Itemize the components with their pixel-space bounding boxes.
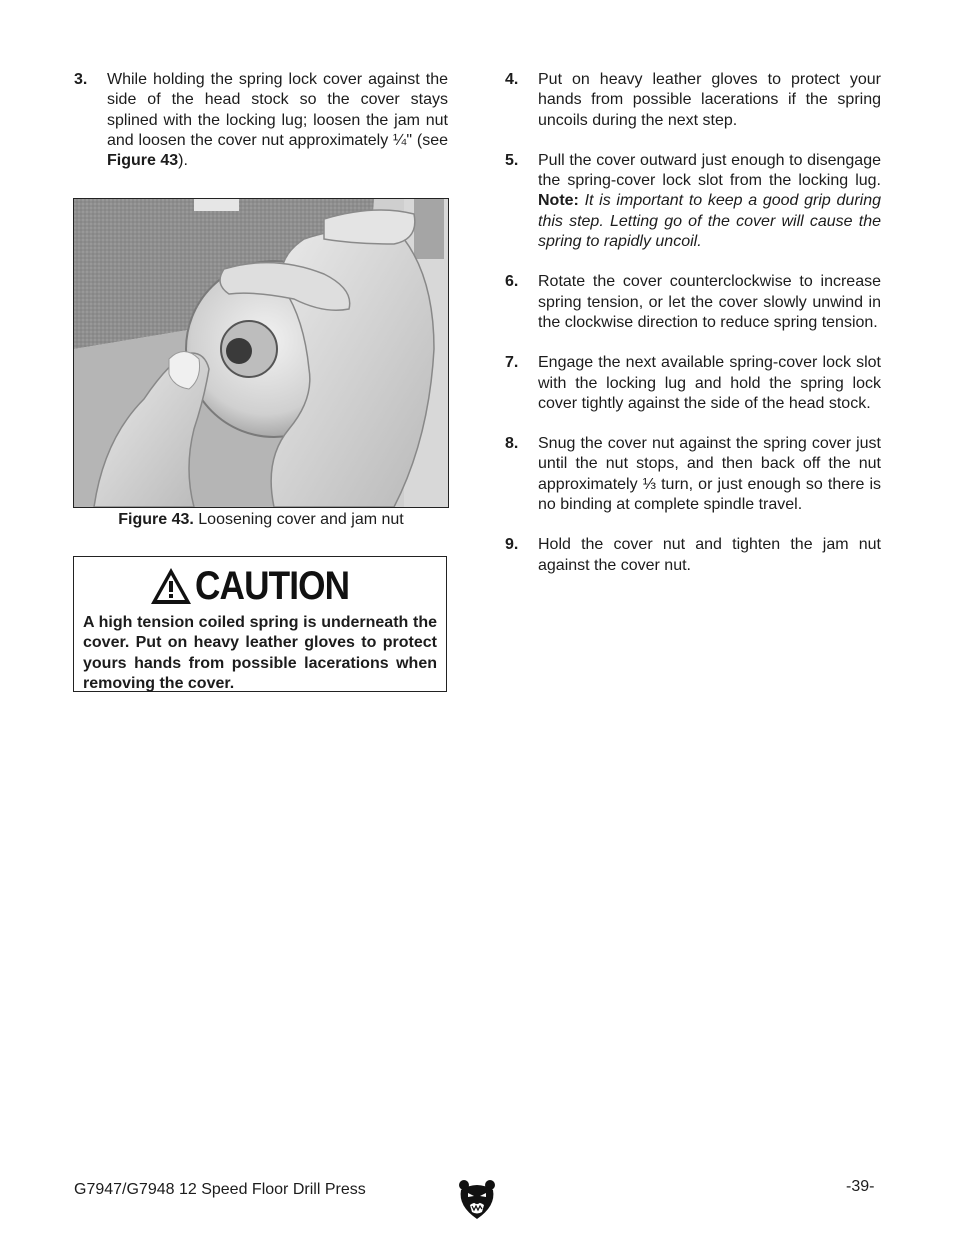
step-text-run: Note: xyxy=(538,192,579,210)
step-number: 6. xyxy=(505,273,519,291)
step-text xyxy=(538,151,881,252)
step-item xyxy=(505,434,881,515)
step-text-run: Pull the cover outward just enough to disengage the spring-cover lock slot from the locking lug. xyxy=(538,151,881,190)
right-column xyxy=(505,70,881,596)
page-number: -39- xyxy=(846,1178,875,1195)
step-item xyxy=(505,272,881,333)
step-text-run: Hold the cover nut and tighten the jam nut against the cover nut. xyxy=(538,536,881,574)
step-item xyxy=(505,353,881,414)
step-text xyxy=(538,70,881,131)
bear-logo-icon xyxy=(458,1178,496,1220)
step-text xyxy=(538,272,881,333)
caution-header xyxy=(74,559,446,613)
step-number: 3. xyxy=(74,71,88,88)
step-text-run: Snug the cover nut against the spring cover just until the nut stops, and then back off the nut approximately ⅓ turn, or just enough so there is no binding at complete spindle travel. xyxy=(538,435,881,514)
figure-caption: Figure 43. Loosening cover and jam nut xyxy=(118,511,404,528)
step-item xyxy=(505,70,881,131)
caution-text: A high tension coiled spring is underneath the cover. Put on heavy leather gloves to protect yours hands from possible lacerations when removing the cover. xyxy=(83,614,437,692)
step-text-run: Rotate the cover counterclockwise to increase spring tension, or let the cover slowly unwind in the clockwise direction to reduce spring tension. xyxy=(538,273,881,331)
figure-43-photo xyxy=(73,198,449,508)
step-number: 5. xyxy=(505,151,519,169)
step-text-run: Engage the next available spring-cover lock slot with the locking lug and hold the spring lock cover tightly against the side of the head stock. xyxy=(538,354,881,412)
step-text-run: It is important to keep a good grip during this step. Letting go of the cover will cause the spring to rapidly uncoil. xyxy=(538,192,881,251)
step-item xyxy=(505,535,881,576)
footer-model: G7947/G7948 12 Speed Floor Drill Press xyxy=(74,1181,366,1198)
caution-title: CAUTION xyxy=(195,563,350,608)
step-text-run: Put on heavy leather gloves to protect your hands from possible lacerations if the spring uncoils during the next step. xyxy=(538,71,881,129)
step-text-run: While holding the spring lock cover against the side of the head stock so the cover stays splined with the locking lug; loosen the jam nut and loosen the cover nut approximately ¼" (see xyxy=(107,71,448,149)
step-text-run: Figure 43 xyxy=(107,152,179,170)
step-number: 8. xyxy=(505,435,519,453)
warning-triangle-icon xyxy=(149,566,193,606)
step-text xyxy=(538,535,881,576)
step-number: 4. xyxy=(505,71,519,88)
step-text xyxy=(107,70,448,171)
step-item xyxy=(74,70,448,171)
left-column xyxy=(74,70,448,191)
step-text xyxy=(538,434,881,515)
step-number: 7. xyxy=(505,354,519,372)
step-text-run: ). xyxy=(178,152,188,170)
caution-box xyxy=(73,556,447,692)
step-number: 9. xyxy=(505,536,519,554)
step-item xyxy=(505,151,881,252)
step-text xyxy=(538,353,881,414)
